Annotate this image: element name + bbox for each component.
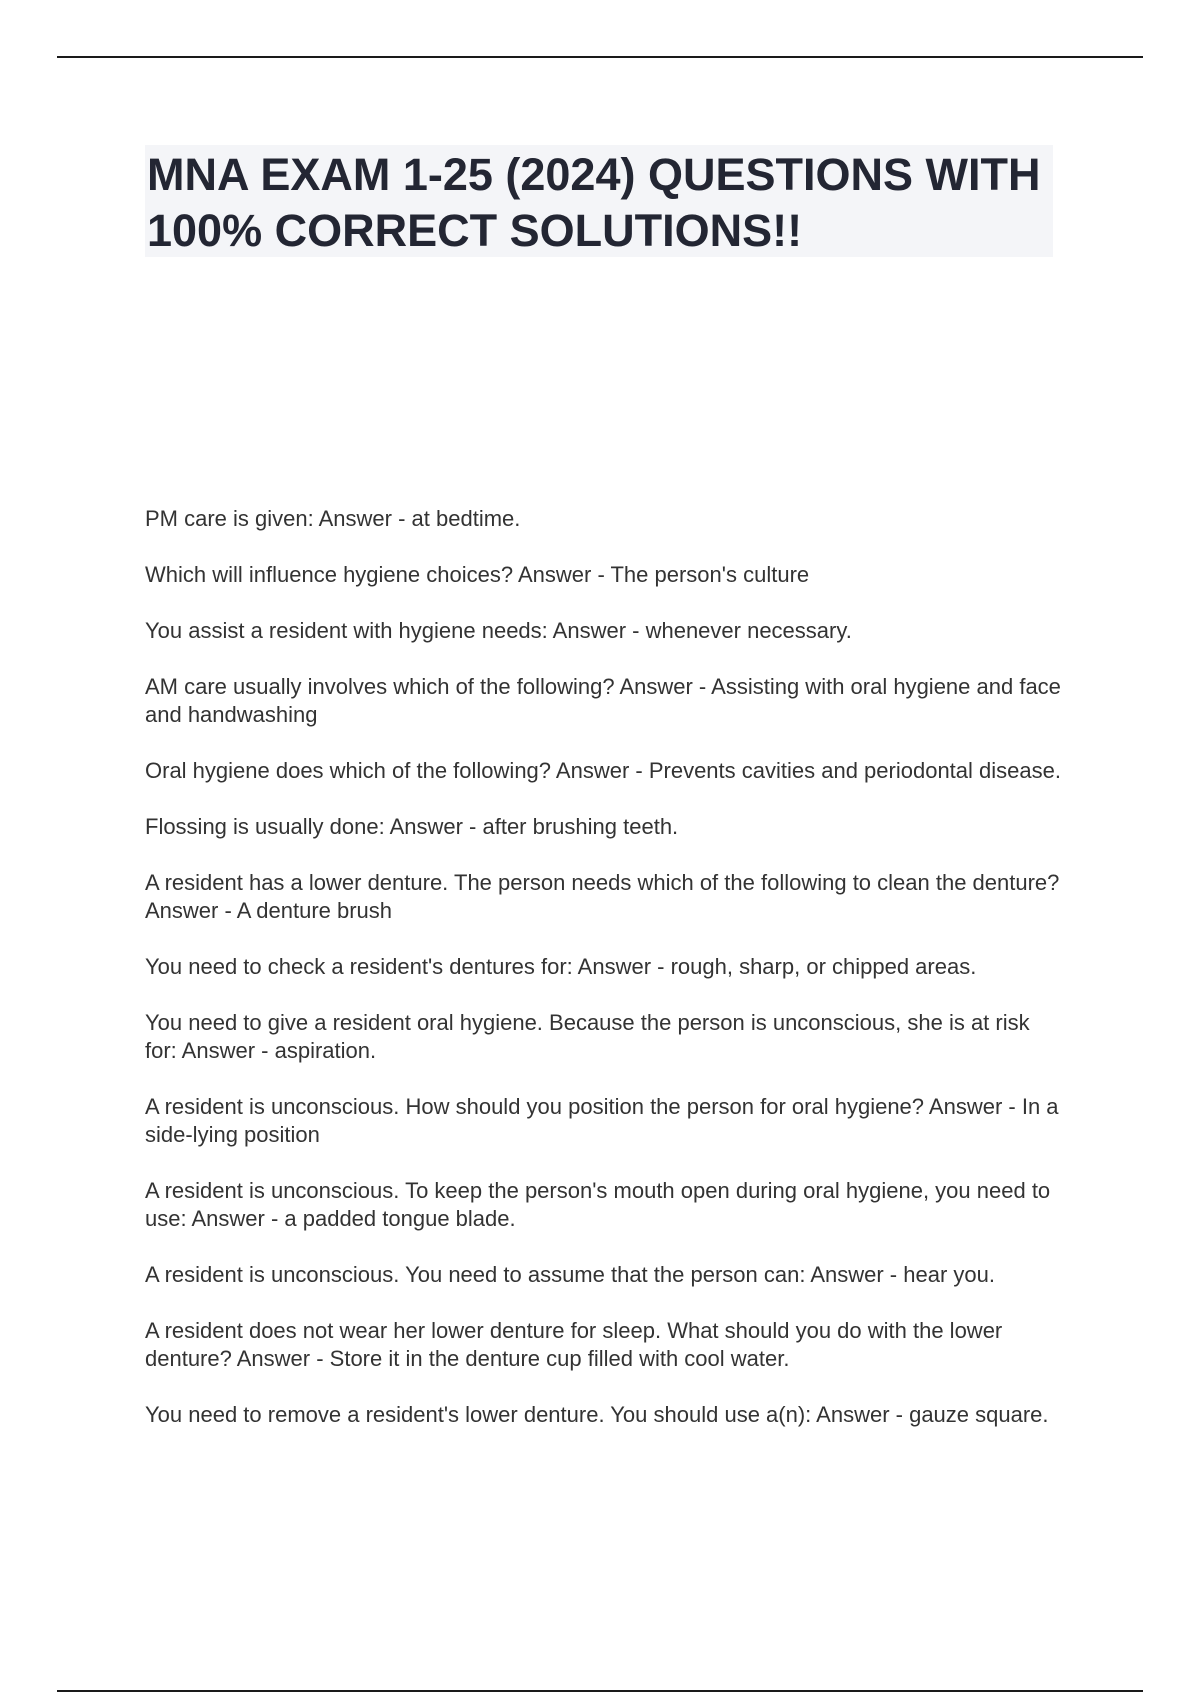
qa-item: Oral hygiene does which of the following? Answer - Prevents cavities and periodontal disease. [145,758,1061,783]
top-divider [57,56,1143,58]
qa-item: A resident has a lower denture. The person needs which of the following to clean the denture? Answer - A denture brush [145,870,1060,923]
qa-item: A resident does not wear her lower denture for sleep. What should you do with the lower denture? Answer - Store it in the denture cup filled with cool water. [145,1318,1003,1371]
qa-item: A resident is unconscious. To keep the person's mouth open during oral hygiene, you need to use: Answer - a padded tongue blade. [145,1178,1051,1231]
document-title: MNA EXAM 1-25 (2024) QUESTIONS WITH 100% CORRECT SOLUTIONS!! [147,149,1041,256]
bottom-divider [57,1690,1143,1692]
qa-item: PM care is given: Answer - at bedtime. [145,506,521,531]
qa-item: Flossing is usually done: Answer - after brushing teeth. [145,814,679,839]
qa-item: You assist a resident with hygiene needs: Answer - whenever necessary. [145,618,852,643]
qa-list [145,505,1065,1457]
qa-item: A resident is unconscious. How should you position the person for oral hygiene? Answer - In a side-lying position [145,1094,1059,1147]
qa-item: You need to check a resident's dentures for: Answer - rough, sharp, or chipped areas. [145,954,977,979]
qa-item: A resident is unconscious. You need to assume that the person can: Answer - hear you. [145,1262,995,1287]
qa-item: You need to give a resident oral hygiene. Because the person is unconscious, she is at risk for: Answer - aspiration. [145,1010,1030,1063]
qa-item: You need to remove a resident's lower denture. You should use a(n): Answer - gauze square. [145,1402,1049,1427]
qa-item: Which will influence hygiene choices? Answer - The person's culture [145,562,810,587]
title-block [145,145,1053,257]
qa-item: AM care usually involves which of the following? Answer - Assisting with oral hygiene and face and handwashing [145,674,1061,727]
